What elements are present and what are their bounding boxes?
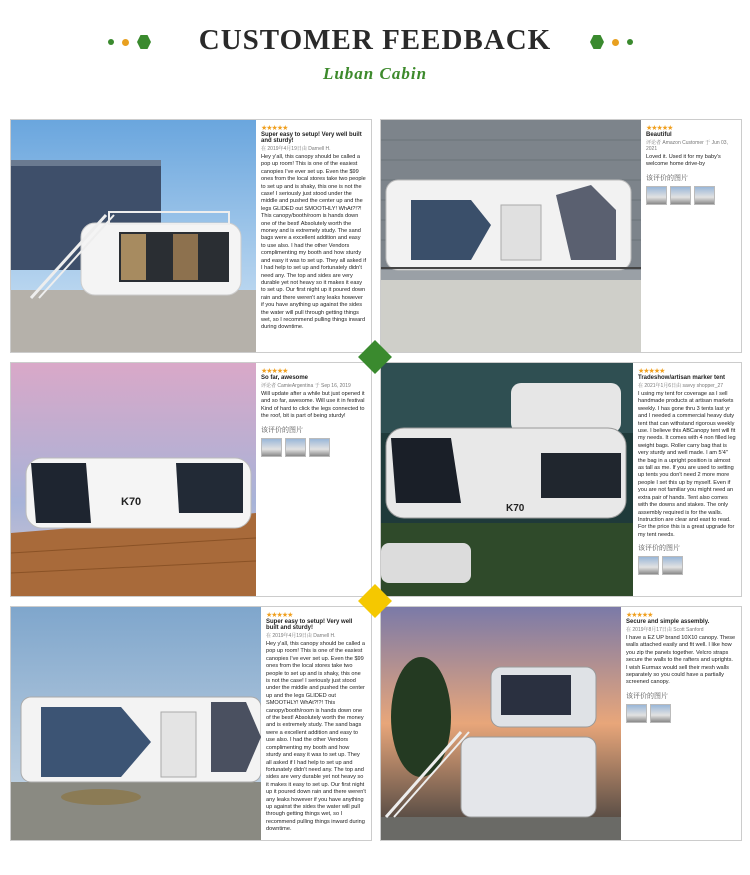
review-body: Hey y'all, this canopy should be called a pop up room! This is one of the easiest canopies I've ever set up. Even the $99 ones from the local stores take two people to set up and is shaky, this one is not the case! I seriously just stood under the middle and pushed the center up and the legs GLIDED out SMOOTHLY! WhAt?!?! This canopy/booth/room is hands down one of the best! Absolutely worth the money and is extremely study. The sand bags were a excellent addition and easy to use also. I had the other Vendors complimenting my booth and how sturdy and easy it was to set up. They all asked if I had help to set up and fortunately didn't need any. The top and sides are very durable yet not heavy so it makes it easy to set up. Our first night up it poured down rain and there weren't any leaks however if you have anything up against the sides the water will pull through getting things wet, so I recommend pulling things inward during downtime. [266,641,366,833]
review-meta: 在 2019年4月19日由 Darnell H. [261,146,331,152]
review-thumbnail[interactable] [650,704,671,723]
cabin-photo [381,363,633,596]
feedback-panel [380,606,742,841]
review-meta: 在 2019年4月19日由 Darnell H. [266,633,336,639]
green-dot-icon [627,39,633,45]
review-thumbnail[interactable] [638,556,659,575]
green-hexagon-icon [590,35,604,49]
page-title: CUSTOMER FEEDBACK [198,24,552,56]
cabin-photo [381,607,621,840]
review-card [256,363,371,596]
review-thumbnail[interactable] [309,438,330,457]
review-title: Super easy to setup! Very well built and sturdy! [266,619,353,631]
review-thumbnails [261,438,366,457]
review-body: Will update after a while but just opened it and so far, awesome. Will use it in festival Kind of hard to click the legs connected to the roof, bit is part of being sturdy! [261,391,365,420]
review-card [261,607,371,840]
review-card [633,363,741,596]
review-thumbnail[interactable] [261,438,282,457]
review-thumbnail[interactable] [694,186,715,205]
cabin-photo [381,120,641,352]
review-meta: 评论者 CamieArgentina 于 Sep 16, 2019 [261,383,351,389]
feedback-panel [10,362,372,597]
review-thumbnails [646,186,736,205]
review-thumbnail[interactable] [626,704,647,723]
right-decoration [590,35,633,49]
rating-stars: ★★★★★ [638,368,665,375]
review-thumbnail[interactable] [285,438,306,457]
feedback-panel [10,606,372,841]
cabin-photo [11,363,256,596]
review-title: Beautiful [646,132,672,138]
rating-stars: ★★★★★ [626,612,653,619]
review-title: Tradeshow/artisan marker tent [638,375,726,381]
feedback-panel [380,362,742,597]
review-body: Hey y'all, this canopy should be called a pop up room! This is one of the easiest canopies I've ever set up. Even the $99 ones from the local stores take two people to set up and is shaky, this one is not the case! I seriously just stood under the middle and pushed the center up and the legs GLIDED out SMOOTHLY! WhAt?!?! This canopy/booth/room is hands down one of the best! Absolutely worth the money and is extremely study. The sand bags were a excellent addition and easy to use also. I had the other Vendors complimenting my booth and how sturdy and easy it was to set up. They all asked if I had help to set up and fortunately didn't need any. The top and sides are very durable yet not heavy so it makes it easy to set up. Our first night up it poured down rain and there weren't any leaks however if you have anything up against the sides the water will pull through getting things wet, so I recommend pulling things inward during downtime. [261,154,366,331]
review-thumbnail[interactable] [662,556,683,575]
feedback-panel [380,119,742,353]
model-label: K70 [121,496,142,508]
rating-stars: ★★★★★ [646,125,673,132]
review-meta: 评论者 Amazon Customer 于 Jun 03, 2021 [646,140,728,152]
review-thumbnails [638,556,736,575]
orange-dot-icon [612,39,619,46]
review-title: So far, awesome [261,375,309,381]
review-title: Super easy to setup! Very well built and sturdy! [261,132,362,144]
header [0,0,750,110]
review-images-label: 该评价的图片 [626,692,668,700]
cabin-photo [11,607,261,840]
brand-subtitle: Luban Cabin [322,64,428,83]
review-body: Loved it. Used it for my baby's welcome home drive-by [646,154,721,168]
rating-stars: ★★★★★ [261,125,288,132]
model-label: K70 [506,503,525,514]
review-thumbnail[interactable] [670,186,691,205]
review-body: I using my tent for coverage as I sell handmade products at artisan markets weekly. I has gone thru 3 tents last yr and I needed a commercial heavy duty tent that can withstand rigorous weekly use. I believe this ABCanopy tent will fit my needs. It comes with 4 non filled leg weight bags. Roller carry bag that is very sturdy and well made. I am 5'4" the bag in a upright position is almost as tall as me. If you are used to setting up tents you don't need 2 more more people I set this up by myself. Even if you are not familiar you might need an extra pair of hands. Tent also comes with the downs and stakes. The only assembly required is for the walls. Instruction are clear and east to read. For the price this is a great upgrade for my tent needs. [638,391,736,538]
review-images-label: 该评价的图片 [638,545,680,553]
review-thumbnail[interactable] [646,186,667,205]
review-thumbnails [626,704,736,723]
review-images-label: 该评价的图片 [646,174,688,182]
review-title: Secure and simple assembly. [626,619,710,625]
review-images-label: 该评价的图片 [261,426,303,434]
review-meta: 在 2021年1月6日由 savvy shopper_27 [638,383,724,389]
cabin-photo [11,120,256,352]
review-meta: 在 2019年8月17日由 Scott Sanford [626,627,704,633]
rating-stars: ★★★★★ [261,368,288,375]
feedback-panel [10,119,372,353]
review-body: I have a EZ UP brand 10X10 canopy. These walls attached easily and fit well. I like how you zip the panels together. Velcro straps secure the walls to the rafters and uprights. I wish Eurmax would sell their mesh walls separately so you could have a partially screened canopy. [626,635,736,686]
rating-stars: ★★★★★ [266,612,293,619]
review-card [256,120,371,352]
review-card [641,120,741,352]
review-card [621,607,741,840]
